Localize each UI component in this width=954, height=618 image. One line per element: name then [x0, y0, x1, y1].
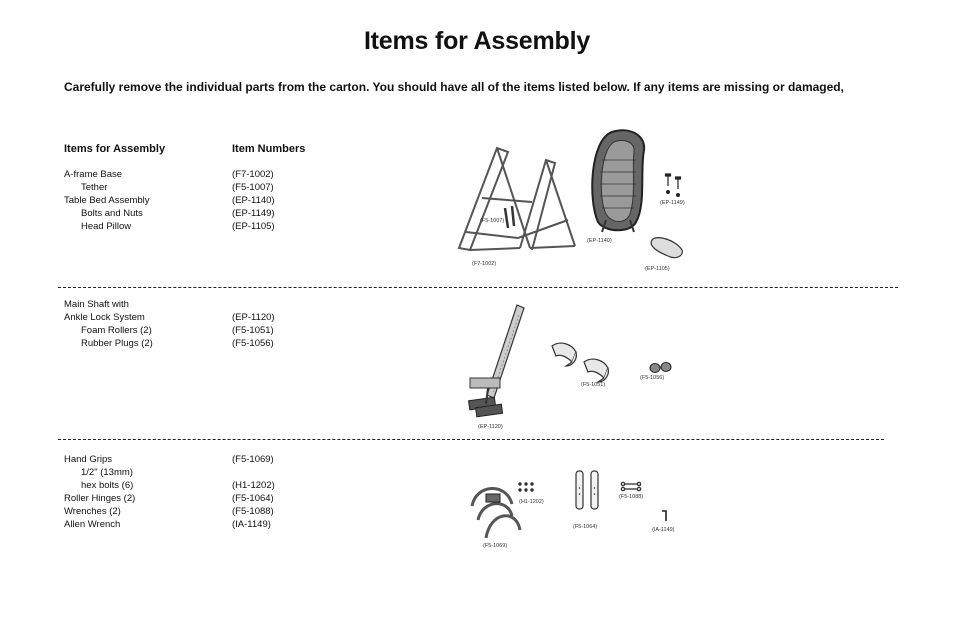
item-name: Head Pillow [81, 221, 132, 232]
item-name: Bolts and Nuts [81, 208, 143, 219]
item-number: (F5-1064) [232, 493, 274, 504]
wrenches-illustration [621, 482, 640, 490]
rubber-plugs-illustration [650, 363, 671, 373]
caption-f5-1088: (F5-1088) [619, 494, 644, 500]
item-number: (F5-1088) [232, 506, 274, 517]
item-name: hex bolts (6) [81, 480, 134, 491]
caption-f5-1051: (F5-1051) [581, 382, 606, 388]
item-name: Foam Rollers (2) [81, 325, 152, 336]
page-title: Items for Assembly [363, 27, 591, 55]
tether-illustration [505, 206, 514, 228]
item-number: (F5-1007) [232, 182, 274, 193]
caption-h1-1202: (H1-1202) [519, 499, 544, 505]
item-name: Ankle Lock System [64, 312, 145, 323]
caption-f5-1007: (F5-1007) [480, 218, 505, 224]
item-name: Main Shaft with [64, 299, 129, 310]
item-number: (EP-1149) [232, 208, 275, 219]
caption-f5-1069: (F5-1069) [483, 543, 508, 549]
item-number: (F5-1051) [232, 325, 274, 336]
item-numbers-header: Item Numbers [232, 143, 306, 155]
item-number: (F5-1069) [232, 454, 274, 465]
item-name: Tether [81, 182, 108, 193]
item-number: (F5-1056) [232, 338, 274, 349]
item-name: Hand Grips [64, 454, 113, 465]
item-name: A-frame Base [64, 169, 123, 180]
caption-ep-1149: (EP-1149) [660, 200, 685, 206]
item-number: (F7-1002) [232, 169, 274, 180]
caption-ep-1120: (EP-1120) [478, 424, 503, 430]
caption-ia-1149: (IA-1149) [652, 527, 675, 533]
caption-f7-1002: (F7-1002) [472, 261, 497, 267]
item-number: (IA-1149) [232, 519, 271, 530]
item-number: (EP-1120) [232, 312, 275, 323]
hand-grip-bracket [486, 494, 500, 502]
caption-ep-1105: (EP-1105) [645, 266, 670, 272]
item-name: Table Bed Assembly [64, 195, 150, 206]
caption-f5-1056: (F5-1056) [640, 375, 665, 381]
foam-rollers-illustration [552, 343, 608, 382]
hex-bolts-illustration [518, 482, 533, 491]
table-bed-illustration [592, 130, 644, 232]
roller-hinges-illustration [576, 471, 598, 509]
head-pillow-illustration [651, 238, 682, 258]
item-name: Roller Hinges (2) [64, 493, 136, 504]
a-frame-base-illustration [459, 148, 575, 250]
allen-wrench-illustration [662, 511, 666, 521]
item-name: Allen Wrench [64, 519, 121, 530]
items-header: Items for Assembly [64, 143, 166, 155]
item-number: (H1-1202) [232, 480, 275, 491]
item-name: Wrenches (2) [64, 506, 121, 517]
item-name: 1/2" (13mm) [81, 467, 133, 478]
item-number: (EP-1140) [232, 195, 275, 206]
caption-ep-1140: (EP-1140) [587, 238, 612, 244]
caption-f5-1064: (F5-1064) [573, 524, 598, 530]
intro-text: Carefully remove the individual parts from the carton. You should have all of the items listed below. If any items are missing or damaged, [64, 80, 844, 94]
item-name: Rubber Plugs (2) [81, 338, 153, 349]
item-number: (EP-1105) [232, 221, 275, 232]
main-shaft-illustration [469, 305, 524, 417]
bolts-and-nuts-illustration [666, 174, 681, 196]
